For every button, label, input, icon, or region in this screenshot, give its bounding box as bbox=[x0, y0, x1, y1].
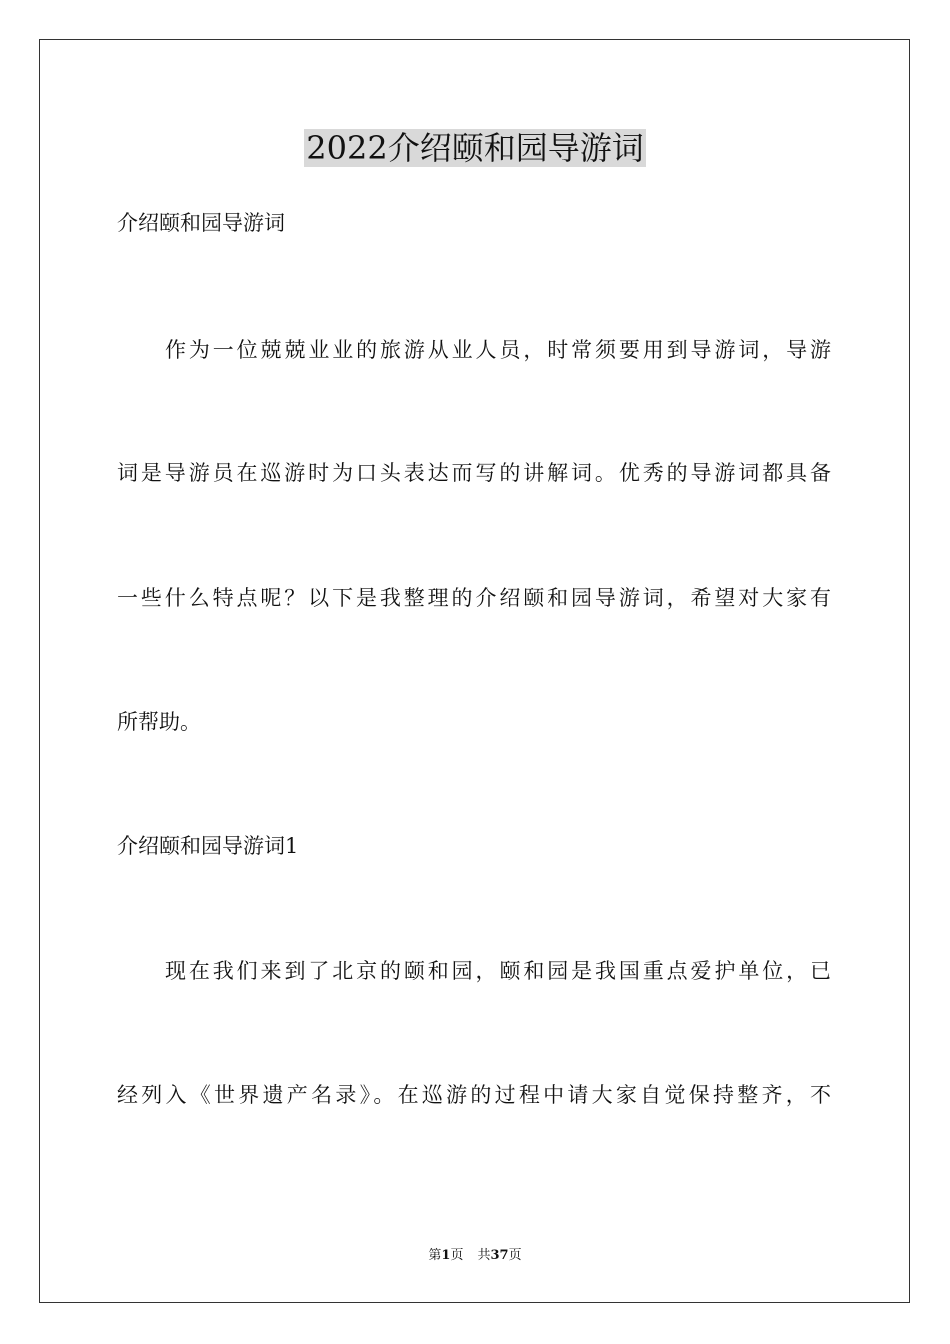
section-heading: 介绍颐和园导游词1 bbox=[117, 834, 299, 858]
footer-page-prefix: 第 bbox=[428, 1248, 442, 1263]
footer-total-pages: 37 bbox=[490, 1248, 509, 1263]
footer-total-prefix: 共 bbox=[477, 1248, 491, 1263]
paragraph-line: 作为一位兢兢业业的旅游从业人员，时常须要用到导游词，导游 bbox=[165, 338, 831, 362]
document-subtitle: 介绍颐和园导游词 bbox=[117, 211, 285, 235]
paragraph-line: 所帮助。 bbox=[117, 710, 201, 734]
footer-total-suffix: 页 bbox=[508, 1248, 522, 1263]
footer-page-number: 1 bbox=[441, 1248, 451, 1263]
title-text: 2022介绍颐和园导游词 bbox=[306, 129, 644, 167]
page-footer bbox=[0, 1247, 950, 1265]
document-title bbox=[0, 126, 950, 170]
paragraph-line: 经列入《世界遗产名录》。在巡游的过程中请大家自觉保持整齐，不 bbox=[117, 1083, 831, 1107]
footer-page-suffix: 页 bbox=[450, 1248, 464, 1263]
paragraph-line: 一些什么特点呢？以下是我整理的介绍颐和园导游词，希望对大家有 bbox=[117, 586, 831, 610]
paragraph-line: 现在我们来到了北京的颐和园，颐和园是我国重点爱护单位，已 bbox=[165, 959, 831, 983]
paragraph-line: 词是导游员在巡游时为口头表达而写的讲解词。优秀的导游词都具备 bbox=[117, 461, 831, 485]
